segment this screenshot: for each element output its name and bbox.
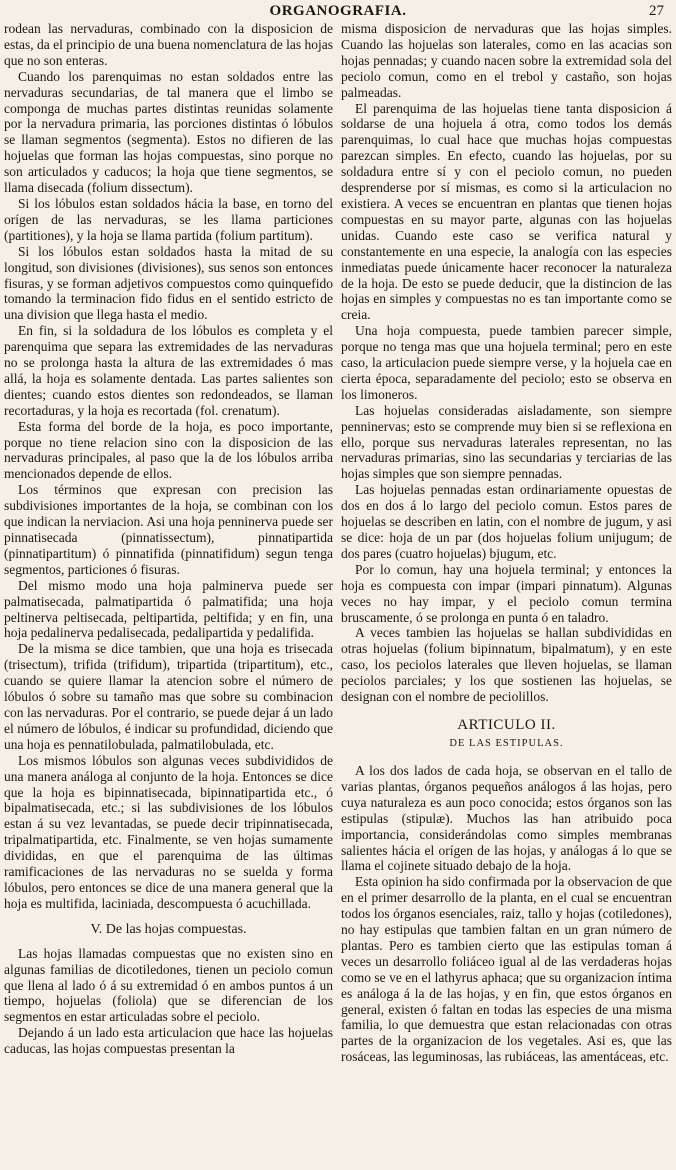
left-column [4,21,333,1167]
paragraph: El parenquima de las hojuelas tiene tanta disposicion á soldarse de una hojuela á otra, como todos los demás parenquimas, lo cual hace que muchas hojas compuestas parezcan simples. En efecto, cuando las hojuelas, por su soldadura entre sí y con el peciolo comun, no pueden desprenderse por sí mismas, es como si la articulacion no existiera. A veces se encuentran en plantas que tienen hojas compuestas en su mayor parte, algunas con las hojuelas unidas. Cuando este caso se verifica natural y constantemente en una especie, la analogía con las especies inmediatas puede únicamente hacer reconocer la naturaleza de la hoja. De esto se puede deducir, que la distincion de las hojas en simples y compuestas no es tan importante como se creia. [341,100,672,323]
paragraph: Las hojuelas consideradas aisladamente, son siempre penninervas; esto se comprende muy bien si se reflexiona en ello, porque sus nervaduras laterales representan, no las nervaduras primarias, sino las secundarias y terciarias de las hojas simples que son siempre pennadas. [341,402,672,482]
section-heading: V. De las hojas compuestas. [90,921,247,937]
article-subheading: DE LAS ESTIPULAS. [449,737,564,749]
paragraph: En fin, si la soldadura de los lóbulos es completa y el parenquima que separa las extremidades de las nervaduras no se prolonga hasta la altura de las extremidades ó mas allá, la hoja es solamente dentada. Las partes salientes son dientes; cuando estos dientes son redondeados, se llaman recortaduras, y la hoja es recortada (fol. crenatum). [4,323,333,418]
page-header [0,3,676,23]
article-heading: ARTICULO II. [457,716,556,733]
paragraph: Esta opinion ha sido confirmada por la observacion de que en el primer desarrollo de la planta, en el cual se encuentran todos los órganos esenciales, raiz, tallo y hojas (cotiledones), no hay estipulas que tambien faltan en un gran número de plantas. Pero es tambien cierto que las estipulas toman á veces un desarrollo foliáceo igual al de las verdaderas hojas como se ve en el lathyrus aphaca; que su organizacion íntima es análoga á la de las hojas, y en fin, que estos órganos en general, existen ó faltan en todas las especies de una misma familia, lo que demuestra que estan relacionadas con otras partes de la organizacion de los vegetales. Asi es, que las rosáceas, las leguminosas, las rubiáceas, las amentáceas, etc. [341,874,672,1065]
paragraph: Por lo comun, hay una hojuela terminal; y entonces la hoja es compuesta con impar (impari pinnatum). Algunas veces no hay impar, y el peciolo comun termina bruscamente, ó se prolonga en punta ó en taladro. [341,561,672,625]
running-title: ORGANOGRAFIA. [269,3,407,19]
page-number: 27 [649,3,664,19]
paragraph: De la misma se dice tambien, que una hoja es trisecada (trisectum), trifida (trifidum), tripartida (tripartitum), etc., cuando se quiere llamar la atencion sobre el número de lóbulos ó sobre su tamaño mas que sobre su combinacion con las nervaduras. Por el contrario, se puede dejar á un lado el número de lóbulos, é indicar su profundidad, diciendo que una hoja es pennatilobulada, palmatilobulada, etc. [4,641,333,752]
paragraph: A veces tambien las hojuelas se hallan subdivididas en otras hojuelas (folium bipinnatum, bipalmatum), y en este caso, los peciolos laterales que lleven hojuelas, se llaman peciolos parciales; y los que sostienen las hojuelas, se designan con el nombre de peciolillos. [341,625,672,705]
paragraph: Dejando á un lado esta articulacion que hace las hojuelas caducas, las hojas compuestas presentan la [4,1025,333,1057]
paragraph: Si los lóbulos estan soldados hácia la base, en torno del orígen de las nervaduras, se les llama particiones (partitiones), y la hoja se llama partida (folium partitum). [4,195,333,243]
paragraph: Esta forma del borde de la hoja, es poco importante, porque no tiene relacion sino con la disposicion de las nervaduras principales, al paso que la de los lóbulos arriba mencionados depende de ellos. [4,418,333,482]
paragraph: Cuando los parenquimas no estan soldados entre las nervaduras secundarias, de tal manera que el limbo se componga de muchas partes distintas reunidas solamente por la nervadura primaria, las porciones distintas ó lóbulos se llaman segmentos (segmenta). Estos no difieren de las hojuelas que forman las hojas compuestas, sino porque no son articulados y caducos; la hoja que tiene segmentos, se llama disecada (folium dissectum). [4,68,333,196]
right-column [341,21,672,1167]
paragraph: Los mismos lóbulos son algunas veces subdivididos de una manera análoga al conjunto de la hoja. Entonces se dice que la hoja es bipinnatisecada, bipinnatipartida etc., ó bipalmatisecada, etc.; si las subdivisiones de los lóbulos estan á su vez levantadas, se puede decir tripinnatisecada, tripalmatipartida, etc. Finalmente, se ven hojas sumamente divididas, en que el parenquima de las últimas ramificaciones de las nervaduras no se suelda y forma lóbulos, pero entonces se dice de una manera general que la hoja es multifida, laciniada, descompuesta ó acuchillada. [4,752,333,911]
paragraph: Del mismo modo una hoja palminerva puede ser palmatisecada, palmatipartida ó palmatifida; una hoja peltinerva peltisecada, peltipartida, peltifida; y en fin, una hoja pedalinerva pedalisecada, pedalipartida y pedalifida. [4,577,333,641]
paragraph: Las hojas llamadas compuestas que no existen sino en algunas familias de dicotiledones, tienen un peciolo comun que llena al lado ó á su extremidad ó en ambos puntos á un tiempo, hojuelas (foliola) que se diferencian de los segmentos en estar articuladas sobre el peciolo. [4,945,333,1025]
paragraph: Una hoja compuesta, puede tambien parecer simple, porque no tenga mas que una hojuela terminal; pero en este caso, la articulacion puede siempre verse, y la hojuela cae en cierta época, separadamente del peciolo; esto se observa en los limoneros. [341,323,672,402]
paragraph: misma disposicion de nervaduras que las hojas simples. Cuando las hojuelas son laterales, como en las acacias son hojas pennadas; y cuando nacen sobre la extremidad sola del peciolo comun, como en el trebol y castaño, son hojas palmeadas. [341,21,672,100]
paragraph: Los términos que expresan con precision las subdivisiones importantes de la hoja, se combinan con los que indican la nerviacion. Asi una hoja penninerva puede ser pinnatisecada (pinnatissectum), pinnatipartida (pinnatipartitum) ó pinnatifida (pinnatifidum) segun tenga segmentos, particiones ó fisuras. [4,482,333,577]
paragraph: A los dos lados de cada hoja, se observan en el tallo de varias plantas, órganos pequeños análogos á las hojas, pero cuya naturaleza es aun poco conocida; estos órganos son las estipulas (stipulæ). Muchos las han atribuido poca importancia, considerándolas como simples membranas salientes hácia el orígen de las hojas, y análogas á lo que se llama el cojinete situado debajo de la hoja. [341,762,672,874]
paragraph: rodean las nervaduras, combinado con la disposicion de estas, da el principio de una buena nomenclatura de las hojas que no son enteras. [4,21,333,68]
paragraph: Si los lóbulos estan soldados hasta la mitad de su longitud, son divisiones (divisiones), sus senos son entonces fisuras, y se forman adjetivos compuestos como quinquefido tomando la terminacion fido fidus en el sentido estricto de una division que llega hasta el medio. [4,243,333,323]
paragraph: Las hojuelas pennadas estan ordinariamente opuestas de dos en dos á lo largo del peciolo comun. Estos pares de hojuelas se describen en latin, con el nombre de jugum, y asi se dice: hoja de un par (dos hojuelas folium unijugum; de dos pares (cuatro hojuelas) bjugum, etc. [341,482,672,561]
